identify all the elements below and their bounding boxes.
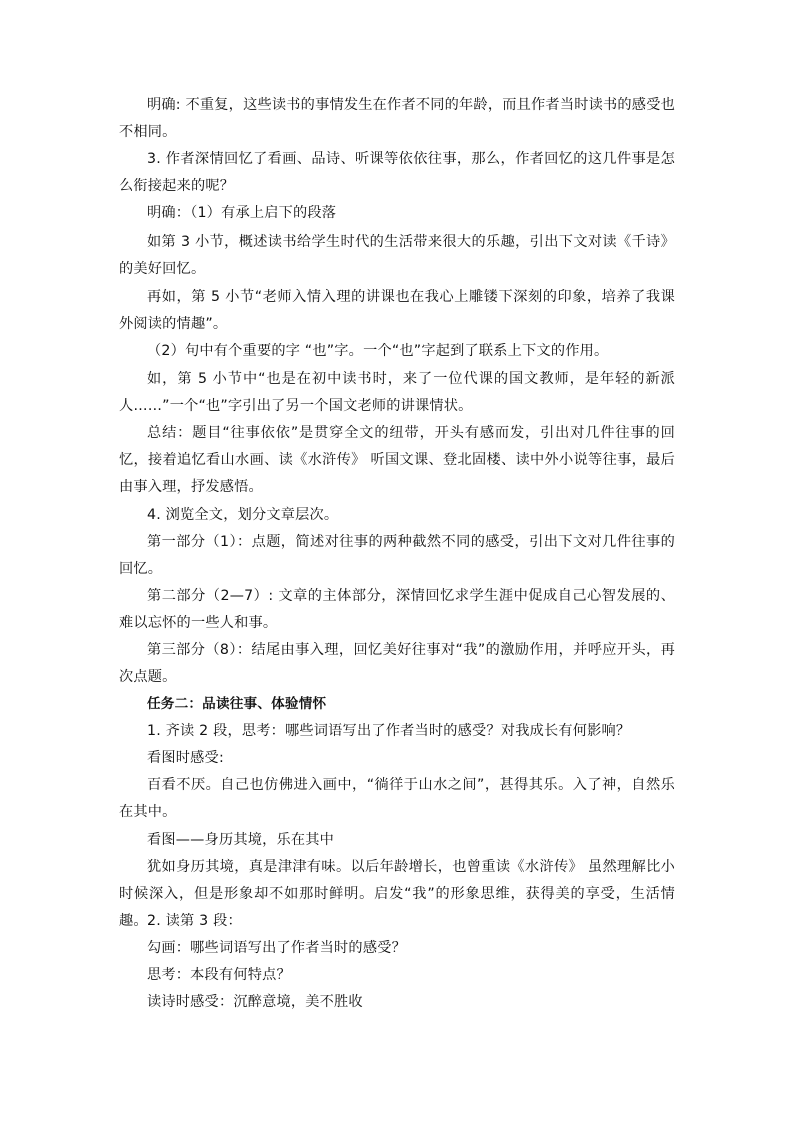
paragraph-18: 2. 读第 3 段： xyxy=(147,913,242,929)
paragraph-1: 明确: 不重复，这些读书的事情发生在作者不同的年龄，而且作者当时读书的感受也不相同。 xyxy=(119,97,675,140)
paragraph-6: （2）句中有个重要的字 “也”字。一个“也”字起到了联系上下文的作用。 xyxy=(147,343,609,359)
paragraph-3: 明确：（1）有承上启下的段落 xyxy=(147,205,337,221)
paragraph-11: 第二部分（2—7）: 文章的主体部分，深情回忆求学生涯中促成自己心智发展的、难以忘怀的一些人和事。 xyxy=(119,588,675,631)
paragraph-20: 思考：本段有何特点？ xyxy=(147,967,291,983)
paragraph-5: 再如，第 5 小节“老师入情入理的讲课也在我心上雕镂下深刻的印象，培养了我课外阅读的情趣”。 xyxy=(119,289,675,332)
paragraph-12: 第三部分（8）：结尾由事入理，回忆美好往事对“我”的激励作用，并呼应开头，再次点题。 xyxy=(119,642,675,685)
paragraph-7: 如，第 5 小节中“也是在初中读书时，来了一位代课的国文教师，是年轻的新派人……”一个“也”字引出了另一个国文老师的讲课情状。 xyxy=(119,371,675,414)
paragraph-4: 如第 3 小节，概述读书给学生时代的生活带来很大的乐趣，引出下文对读《千诗》的美好回忆。 xyxy=(119,234,675,277)
paragraph-17: 犹如身历其境，真是津津有味。以后年龄增长，也曾重读《水浒传》 虽然理解比小时候深入，但是形象却不如那时鲜明。启发“我”的形象思维，获得美的享受，生活情趣。 xyxy=(119,859,675,929)
paragraph-21: 读诗时感受：沉醉意境，美不胜收 xyxy=(147,994,363,1010)
section-heading-task-two: 任务二：品读往事、体验情怀 xyxy=(147,696,327,712)
paragraph-13: 1. 齐读 2 段，思考：哪些词语写出了作者当时的感受？对我成长有何影响？ xyxy=(147,723,631,739)
paragraph-9: 4. 浏览全文，划分文章层次。 xyxy=(147,507,339,523)
paragraph-14: 看图时感受: xyxy=(147,750,224,766)
paragraph-2: 3. 作者深情回忆了看画、品诗、听课等依依往事，那么，作者回忆的这几件事是怎么衔接起来的呢？ xyxy=(119,151,675,194)
paragraph-8: 总结：题目“往事依依”是贯穿全文的纽带，开头有感而发，引出对几件往事的回忆，接着追忆看山水画、读《水浒传》 听国文课、登北固楼、读中外小说等往事，最后由事入理，抒发感悟。 xyxy=(119,425,675,495)
paragraph-10: 第一部分（1）：点题，简述对往事的两种截然不同的感受，引出下文对几件往事的回忆。 xyxy=(119,534,675,577)
paragraph-19: 勾画：哪些词语写出了作者当时的感受？ xyxy=(147,940,406,956)
paragraph-15: 百看不厌。自己也仿佛进入画中，“徜徉于山水之间”，甚得其乐。入了神，自然乐在其中。 xyxy=(119,777,675,820)
paragraph-16: 看图——身历其境，乐在其中 xyxy=(147,832,335,848)
